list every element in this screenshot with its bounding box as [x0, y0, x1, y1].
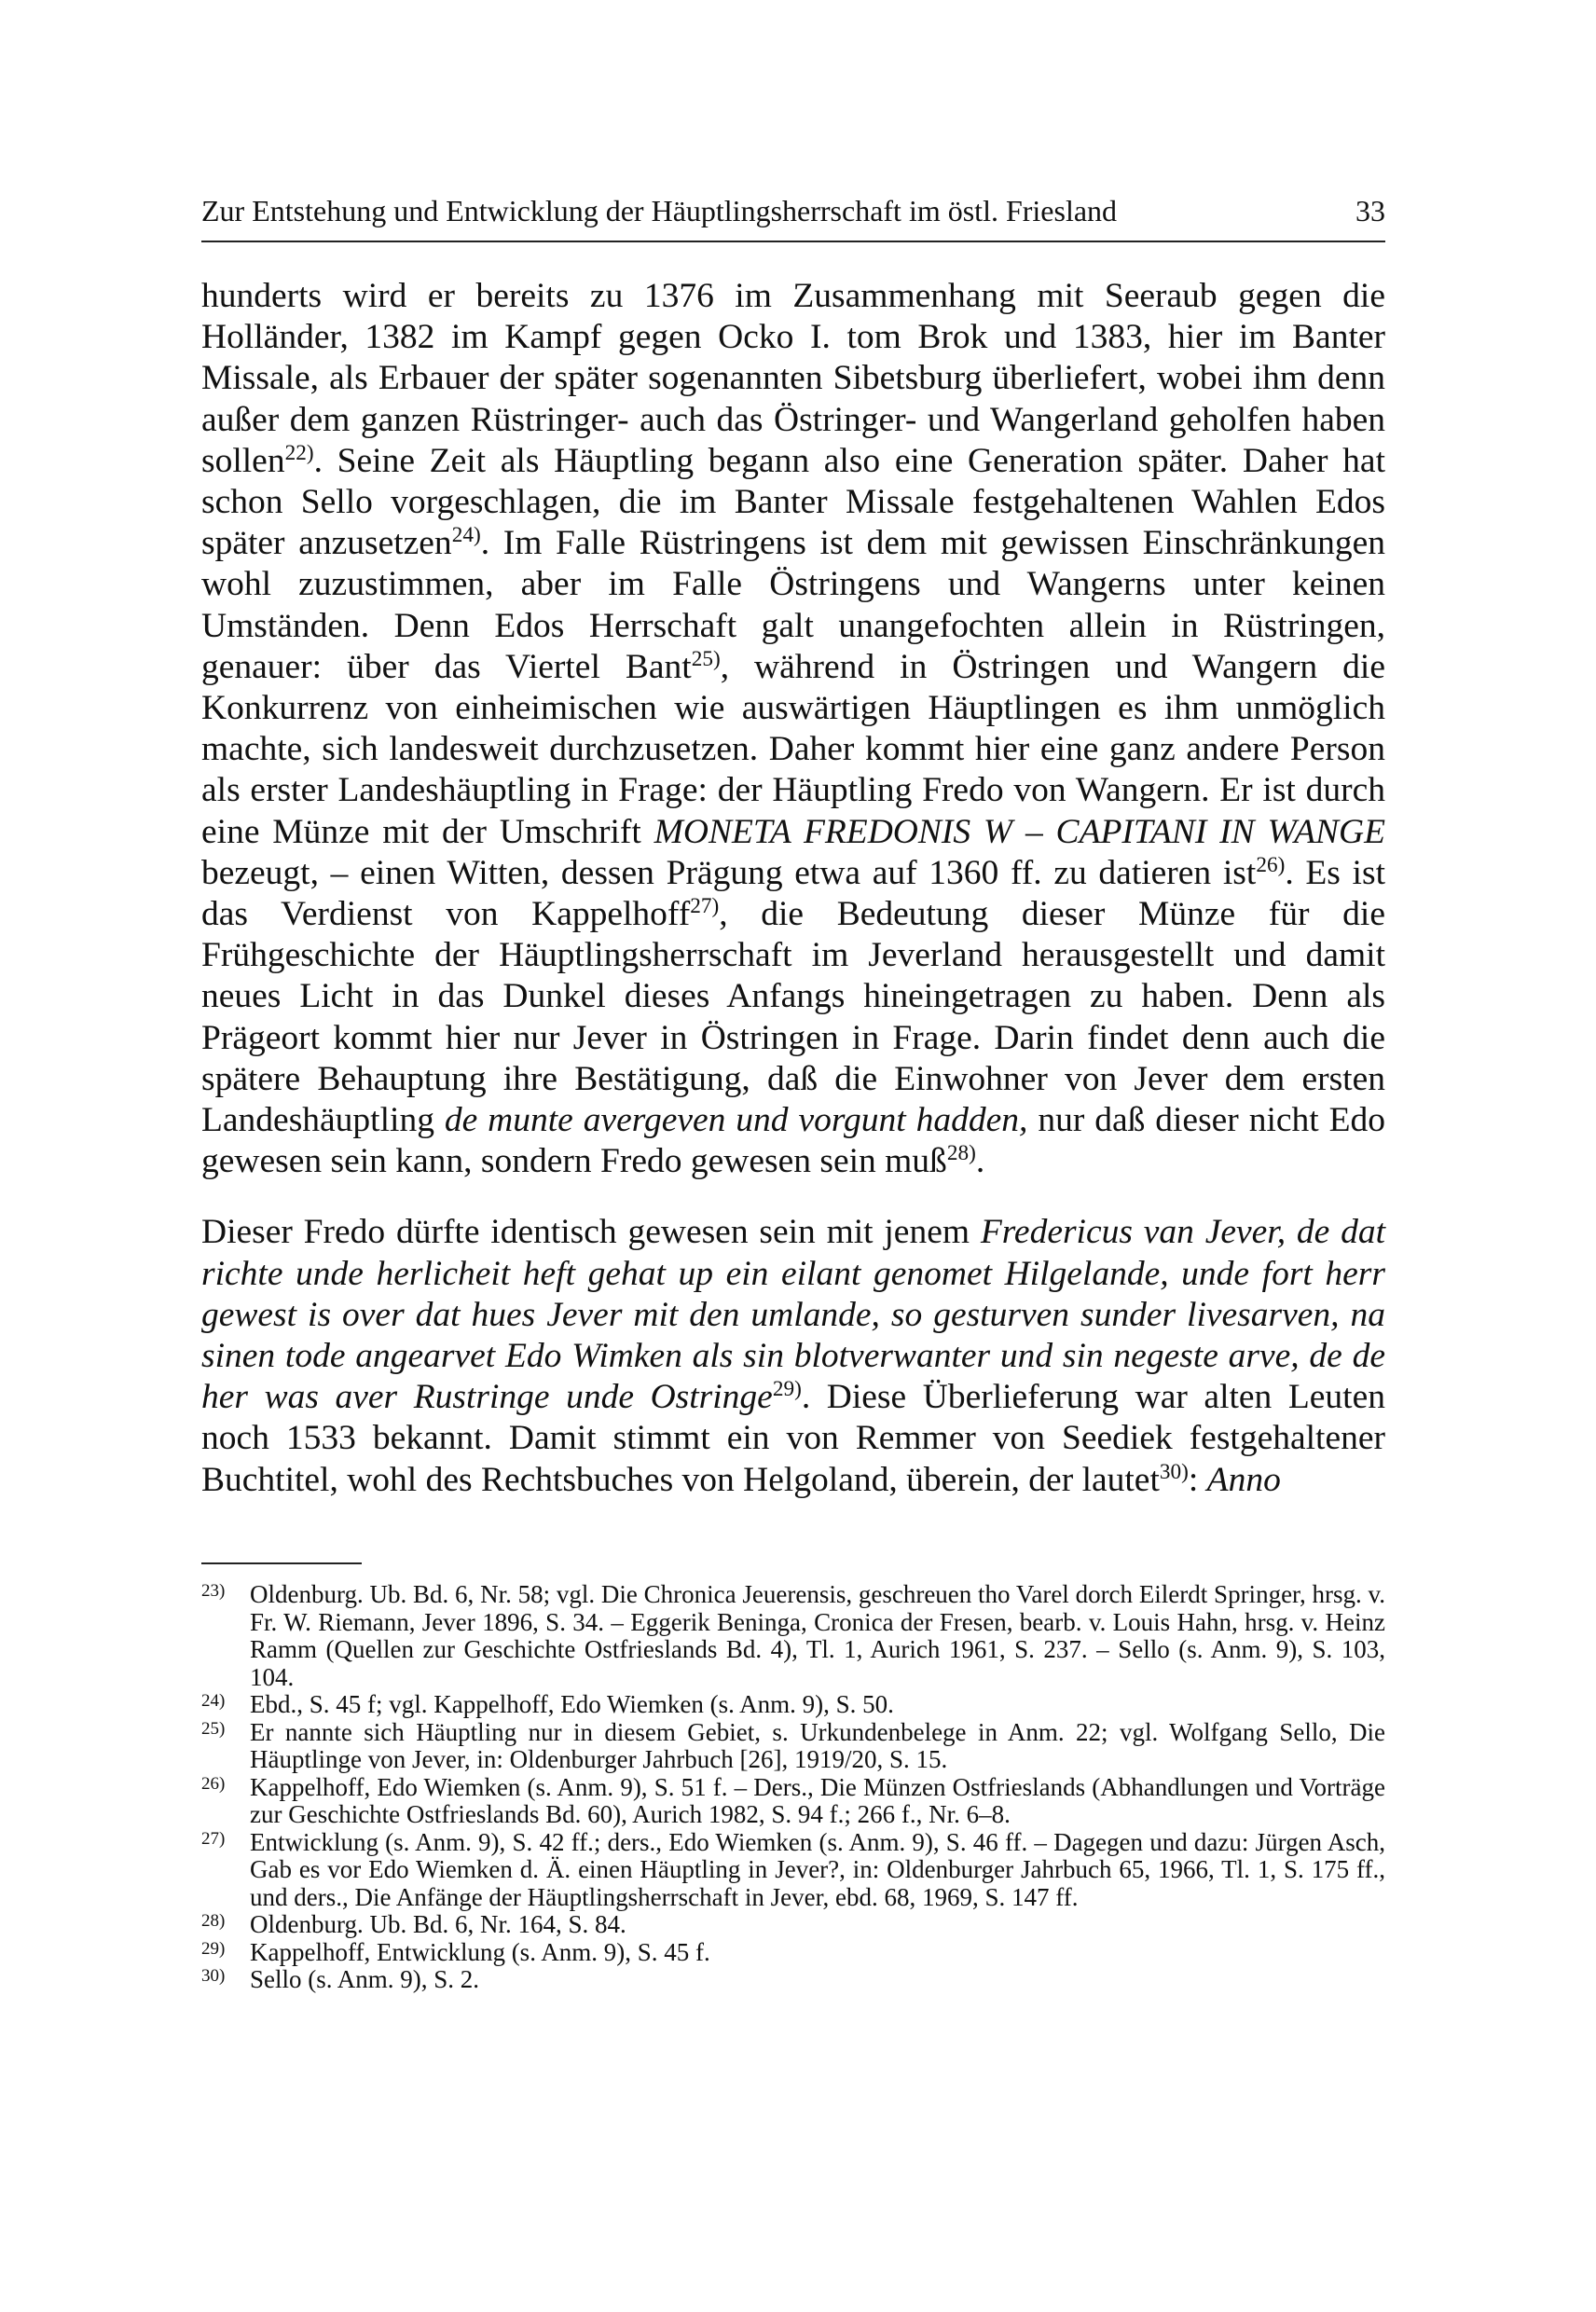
- text-run: Dieser Fredo dürfte identisch gewesen sein mit jenem: [201, 1213, 981, 1252]
- text-run: . Diese Überlieferung war alten Leuten noch 1533 bekannt. Damit stimmt ein von Remmer von Seediek festgehaltener Buchtitel, wohl des Rechtsbuches von Helgoland, überein, der lautet: [201, 1378, 1385, 1499]
- footnote: [201, 1829, 1385, 1912]
- running-header: [201, 186, 1385, 235]
- footnote-rule: [201, 1562, 362, 1564]
- footnote-reference: 27): [690, 894, 720, 919]
- footnote-number: 24): [201, 1691, 226, 1711]
- footnote-number: 29): [201, 1938, 226, 1959]
- footnote-number: 23): [201, 1581, 226, 1601]
- footnote: [201, 1911, 1385, 1939]
- header-rule: [201, 241, 1385, 242]
- footnote-text: Oldenburg. Ub. Bd. 6, Nr. 58; vgl. Die Chronica Jeuerensis, geschreuen tho Varel dorch Eilerdt Springer, hrsg. v. Fr. W. Riemann, Jever 1896, S. 34. – Eggerik Beninga, Cronica der Fresen, bearb. v. Louis Hahn, hrsg. v. Heinz Ramm (Quellen zur Geschichte Ostfrieslands Bd. 4), Tl. 1, Aurich 1961, S. 237. – Sello (s. Anm. 9), S. 103, 104.: [250, 1580, 1385, 1691]
- text-run: . Im Falle Rüstringens ist dem mit gewissen Einschränkungen wohl zuzustimmen, aber im Falle Östringens und Wangerns unter keinen Umständen. Denn Edos Herrschaft galt unangefochten allein in Rüstringen, genauer: über das Viertel Bant: [201, 524, 1385, 686]
- footnote-text: Sello (s. Anm. 9), S. 2.: [250, 1965, 480, 1993]
- main-text: [201, 276, 1385, 1501]
- footnote-reference: 28): [946, 1141, 976, 1166]
- text-run: . Es ist das Verdienst von Kappelhoff: [201, 853, 1385, 934]
- footnote-number: 30): [201, 1966, 226, 1986]
- page-number: 33: [1355, 194, 1385, 227]
- footnote-number: 26): [201, 1773, 226, 1794]
- footnote: [201, 1691, 1385, 1719]
- text-run: :: [1188, 1460, 1207, 1499]
- italic-quote: MONETA FREDONIS W – CAPITANI IN WANGE: [654, 812, 1386, 851]
- text-run: hunderts wird er bereits zu 1376 im Zusammenhang mit Seeraub gegen die Holländer, 1382 im Kampf gegen Ocko I. tom Brok und 1383, hier im Banter Missale, als Erbauer der später sogenannten Sibetsburg überliefert, wobei ihm denn außer dem ganzen Rüstringer- auch das Östringer- und Wangerland geholfen haben sollen: [201, 277, 1385, 480]
- body-paragraph: [201, 1212, 1385, 1500]
- italic-quote: de munte avergeven und vorgunt hadden,: [444, 1101, 1028, 1140]
- footnote-text: Kappelhoff, Edo Wiemken (s. Anm. 9), S. 51 f. – Ders., Die Münzen Ostfrieslands (Abhandlungen und Vorträge zur Geschichte Ostfrieslands Bd. 60), Aurich 1982, S. 94 f.; 266 f., Nr. 6–8.: [250, 1772, 1385, 1828]
- footnote-number: 28): [201, 1911, 226, 1931]
- text-run: , die Bedeutung dieser Münze für die Frühgeschichte der Häuptlingsherrschaft im Jeverland herausgestellt und damit neues Licht in das Dunkel dieses Anfangs hineingetragen zu haben. Denn als Prägeort kommt hier nur Jever in Östringen in Frage. Darin findet denn auch die spätere Behauptung ihre Bestätigung, daß die Einwohner von Jever dem ersten Landeshäuptling: [201, 895, 1385, 1140]
- footnotes: [201, 1581, 1385, 1994]
- body-paragraph: [201, 276, 1385, 1182]
- text-run: .: [975, 1142, 985, 1181]
- text-run: , während in Östringen und Wangern die Konkurrenz von einheimischen wie auswärtigen Häuptlingen es ihm unmöglich machte, sich landesweit durchzusetzen. Daher kommt hier eine ganz andere Person als erster Landeshäuptling in Frage: der Häuptling Fredo von Wangern. Er ist durch eine Münze mit der Umschrift: [201, 647, 1385, 851]
- footnote-number: 25): [201, 1718, 226, 1739]
- footnote-reference: 29): [772, 1377, 802, 1402]
- footnote-reference: 24): [451, 523, 481, 548]
- footnote-reference: 30): [1159, 1459, 1189, 1484]
- running-title: Zur Entstehung und Entwicklung der Häuptlingsherrschaft im östl. Friesland: [201, 194, 1118, 227]
- footnote-text: Er nannte sich Häuptling nur in diesem Gebiet, s. Urkundenbelege in Anm. 22; vgl. Wolfgang Sello, Die Häuptlinge von Jever, in: Oldenburger Jahrbuch [26], 1919/20, S. 15.: [250, 1717, 1385, 1773]
- footnote-reference: 26): [1256, 853, 1286, 878]
- footnote-reference: 22): [284, 441, 314, 466]
- footnote-text: Oldenburg. Ub. Bd. 6, Nr. 164, S. 84.: [250, 1910, 626, 1938]
- text-run: bezeugt, – einen Witten, dessen Prägung etwa auf 1360 ff. zu datieren ist: [201, 853, 1257, 892]
- footnote: [201, 1774, 1385, 1829]
- footnote-number: 27): [201, 1828, 226, 1849]
- footnote: [201, 1966, 1385, 1994]
- footnote: [201, 1719, 1385, 1774]
- footnote-text: Kappelhoff, Entwicklung (s. Anm. 9), S. 45 f.: [250, 1937, 710, 1966]
- footnote-text: Entwicklung (s. Anm. 9), S. 42 ff.; ders., Edo Wiemken (s. Anm. 9), S. 46 ff. – Dagegen und dazu: Jürgen Asch, Gab es vor Edo Wiemken d. Ä. einen Häuptling in Jever?, in: Oldenburger Jahrbuch 65, 1966, Tl. 1, S. 175 ff., und ders., Die Anfänge der Häuptlingsherrschaft in Jever, ebd. 68, 1969, S. 147 ff.: [250, 1827, 1385, 1911]
- footnote-reference: 25): [691, 647, 721, 672]
- footnote: [201, 1581, 1385, 1691]
- italic-quote: Fredericus van Jever, de dat richte unde herlicheit heft gehat up ein eilant genomet Hilgelande, unde fort herr gewest is over dat hues Jever mit den umlande, so gesturven sunder livesarven, na sinen tode angearvet Edo Wimken als sin blotverwanter und sin negeste arve, de de her was aver Rustringe unde Ostringe: [201, 1213, 1385, 1417]
- italic-quote: Anno: [1206, 1460, 1281, 1499]
- text-run: nur daß dieser nicht Edo gewesen sein kann, sondern Fredo gewesen sein muß: [201, 1101, 1386, 1181]
- text-run: . Seine Zeit als Häuptling begann also eine Generation später. Daher hat schon Sello vorgeschlagen, die im Banter Missale festgehaltenen Wahlen Edos später anzusetzen: [201, 441, 1385, 563]
- footnote-text: Ebd., S. 45 f; vgl. Kappelhoff, Edo Wiemken (s. Anm. 9), S. 50.: [250, 1690, 894, 1718]
- footnote: [201, 1939, 1385, 1967]
